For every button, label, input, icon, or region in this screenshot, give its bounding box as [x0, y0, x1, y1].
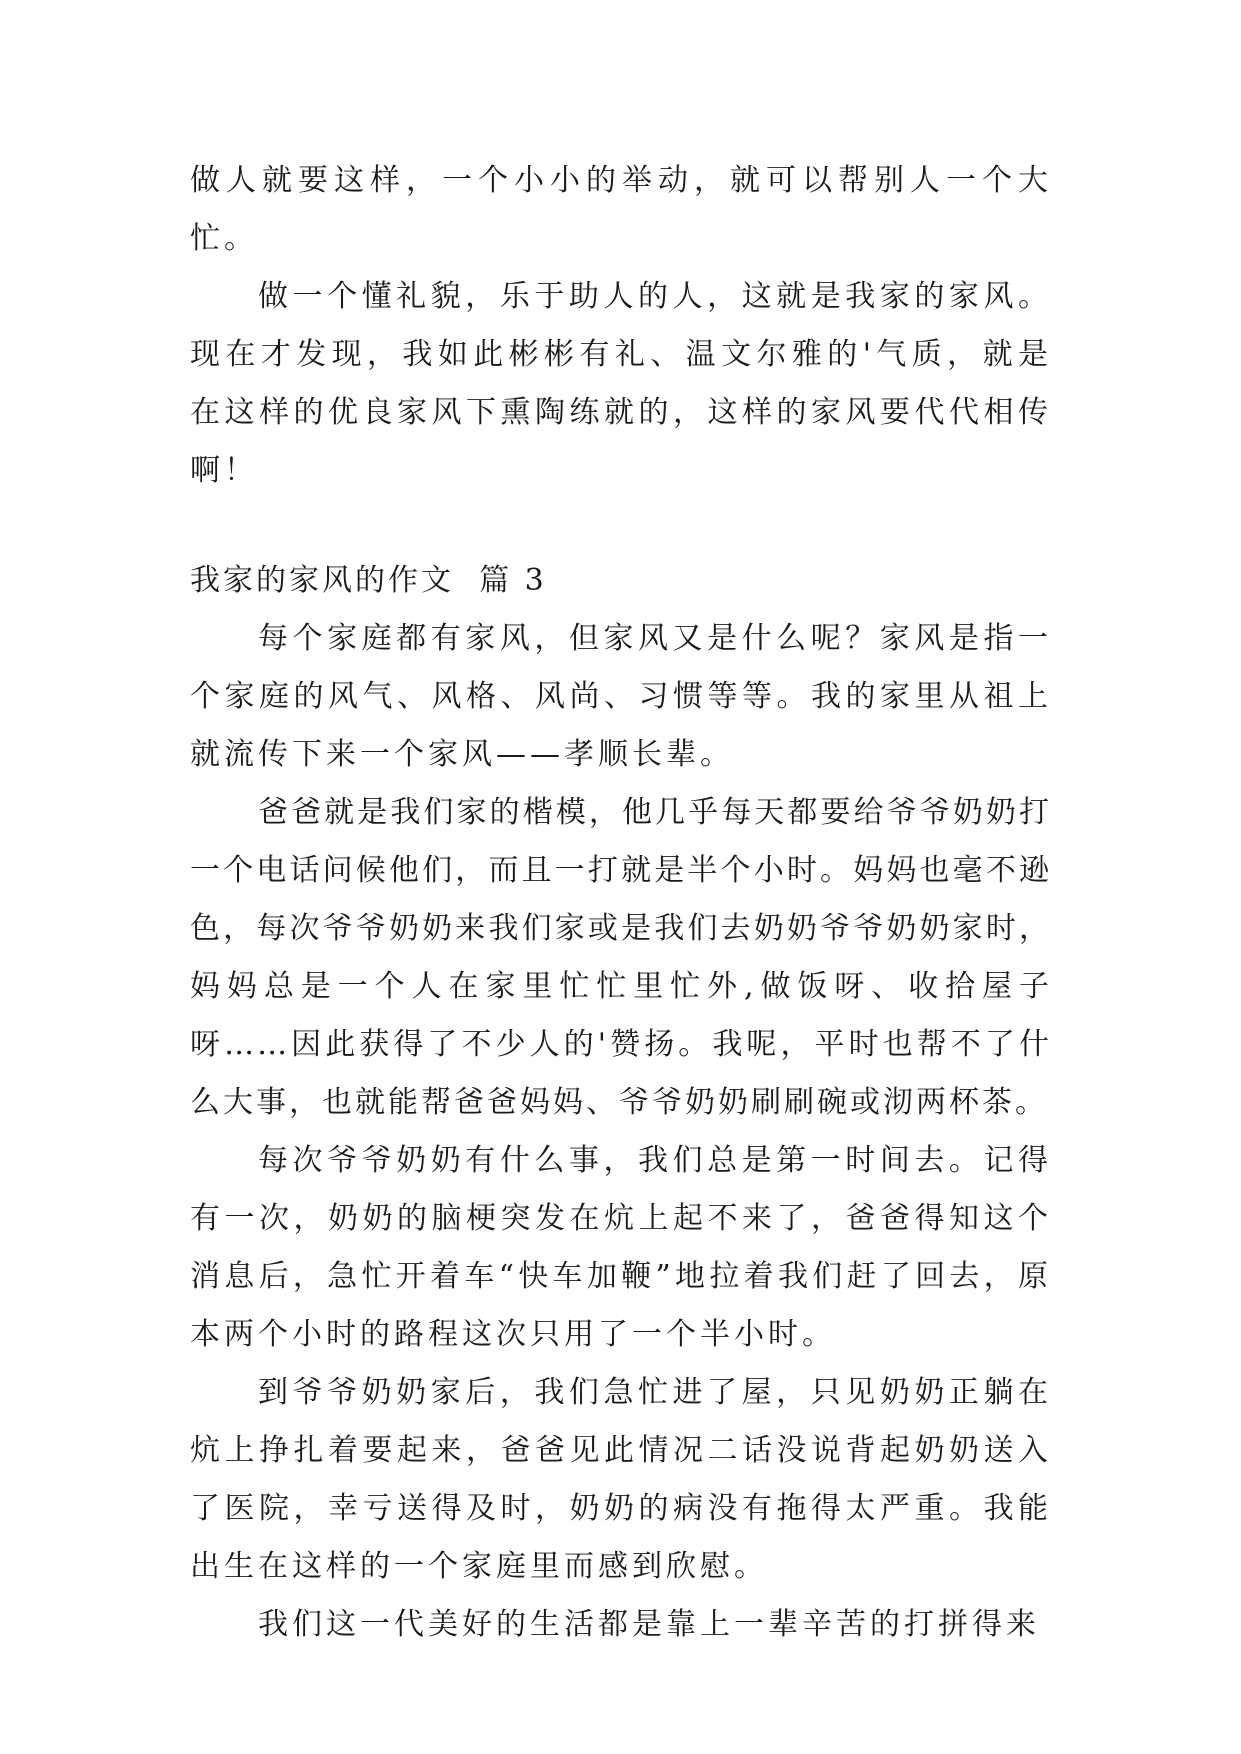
paragraph-conclusion-start: 我们这一代美好的生活都是靠上一辈辛苦的打拼得来 — [258, 1607, 1040, 1642]
paragraph-continuation: 做人就要这样，一个小小的举动，就可以帮别人一个大忙。 — [190, 163, 1052, 256]
section-title: 我家的家风的作文 篇 3 — [190, 563, 547, 598]
paragraph-grandma-illness: 每次爷爷奶奶有什么事，我们总是第一时间去。记得有一次，奶奶的脑梗突发在炕上起不来了，爸爸得知这个消息后，急忙开着车“快车加鞭”地拉着我们赶了回去，原本两个小时的路程这次只用了一个半小时。 — [190, 1143, 1052, 1352]
paragraph-hospital: 到爷爷奶奶家后，我们急忙进了屋，只见奶奶正躺在炕上挣扎着要起来，爸爸见此情况二话没说背起奶奶送入了医院，幸亏送得及时，奶奶的病没有拖得太严重。我能出生在这样的一个家庭里而感到欣慰。 — [190, 1375, 1052, 1584]
paragraph-father-role-model: 爸爸就是我们家的楷模，他几乎每天都要给爷爷奶奶打一个电话问候他们，而且一打就是半个小时。妈妈也毫不逊色，每次爷爷奶奶来我们家或是我们去奶奶爷爷奶奶家时，妈妈总是一个人在家里忙忙里忙外,做饭呀、收拾屋子呀……因此获得了不少人的'赞扬。我呢，平时也帮不了什么大事，也就能帮爸爸妈妈、爷爷奶奶刷刷碗或沏两杯茶。 — [190, 795, 1052, 1120]
paragraph-family-manners: 做一个懂礼貌，乐于助人的人，这就是我家的家风。现在才发现，我如此彬彬有礼、温文尔雅的'气质，就是在这样的优良家风下熏陶练就的，这样的家风要代代相传啊！ — [190, 279, 1052, 488]
paragraph-what-is-family-style: 每个家庭都有家风，但家风又是什么呢？家风是指一个家庭的风气、风格、风尚、习惯等等。我的家里从祖上就流传下来一个家风——孝顺长辈。 — [190, 621, 1052, 772]
document-body — [190, 152, 1052, 1654]
